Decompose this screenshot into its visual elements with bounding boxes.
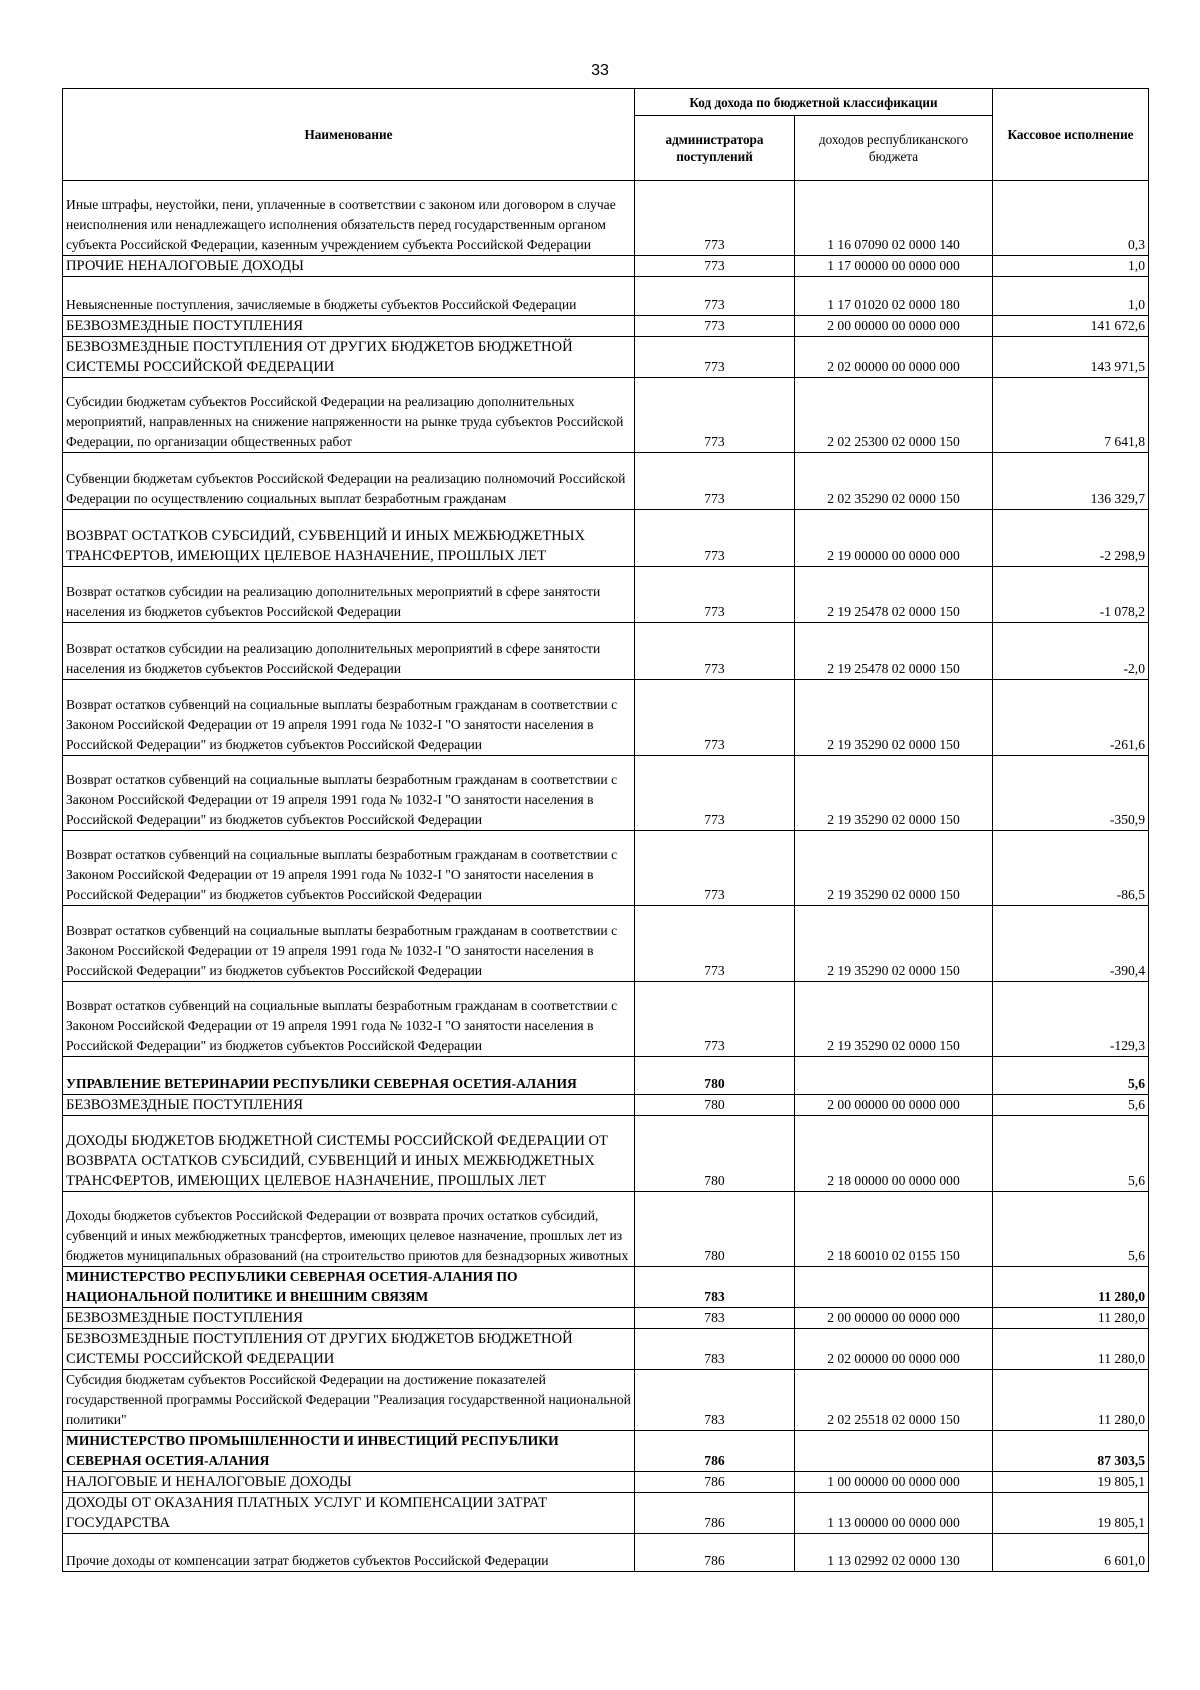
table-row	[63, 830, 1149, 905]
table-row	[63, 509, 1149, 566]
table-row	[63, 1329, 1149, 1370]
row-admin-code: 773	[635, 680, 795, 755]
row-amount: 19 805,1	[993, 1493, 1149, 1534]
row-admin-code: 780	[635, 1095, 795, 1116]
row-name: БЕЗВОЗМЕЗДНЫЕ ПОСТУПЛЕНИЯ	[63, 1308, 635, 1329]
row-income-code: 2 02 00000 00 0000 000	[795, 336, 993, 377]
table-row	[63, 1116, 1149, 1191]
row-income-code: 2 19 25478 02 0000 150	[795, 566, 993, 623]
row-admin-code: 773	[635, 256, 795, 277]
row-name: Субвенции бюджетам субъектов Российской Федерации на реализацию полномочий Российской Федерации по осуществлению социальных выплат безработным гражданам	[63, 452, 635, 509]
table-row	[63, 1191, 1149, 1266]
table-body	[63, 181, 1149, 1572]
table-row	[63, 452, 1149, 509]
row-income-code: 2 02 00000 00 0000 000	[795, 1329, 993, 1370]
header-income: доходов республиканского бюджета	[795, 116, 993, 181]
table-row	[63, 981, 1149, 1056]
row-admin-code: 783	[635, 1308, 795, 1329]
row-name: Возврат остатков субсидии на реализацию дополнительных мероприятий в сфере занятости населения из бюджетов субъектов Российской Федерации	[63, 566, 635, 623]
row-amount: 5,6	[993, 1095, 1149, 1116]
budget-income-table	[62, 88, 1149, 1572]
row-admin-code: 773	[635, 830, 795, 905]
table-row	[63, 1308, 1149, 1329]
header-admin: администратора поступлений	[635, 116, 795, 181]
row-amount: -261,6	[993, 680, 1149, 755]
row-name: Невыясненные поступления, зачисляемые в бюджеты субъектов Российской Федерации	[63, 277, 635, 315]
row-amount: -2,0	[993, 623, 1149, 680]
row-amount: 11 280,0	[993, 1267, 1149, 1308]
row-income-code: 2 19 35290 02 0000 150	[795, 680, 993, 755]
row-amount: 87 303,5	[993, 1431, 1149, 1472]
table-row	[63, 256, 1149, 277]
row-amount: -1 078,2	[993, 566, 1149, 623]
table-row	[63, 377, 1149, 452]
row-admin-code: 773	[635, 981, 795, 1056]
row-name: Субсидия бюджетам субъектов Российской Федерации на достижение показателей государственной программы Российской Федерации "Реализация государственной национальной политики"	[63, 1370, 635, 1431]
table-row	[63, 1472, 1149, 1493]
header-execution: Кассовое исполнение	[993, 89, 1149, 181]
row-name: Прочие доходы от компенсации затрат бюджетов субъектов Российской Федерации	[63, 1534, 635, 1572]
row-name: УПРАВЛЕНИЕ ВЕТЕРИНАРИИ РЕСПУБЛИКИ СЕВЕРНАЯ ОСЕТИЯ-АЛАНИЯ	[63, 1057, 635, 1095]
row-name: БЕЗВОЗМЕЗДНЫЕ ПОСТУПЛЕНИЯ ОТ ДРУГИХ БЮДЖЕТОВ БЮДЖЕТНОЙ СИСТЕМЫ РОССИЙСКОЙ ФЕДЕРАЦИИ	[63, 1329, 635, 1370]
row-amount: 1,0	[993, 277, 1149, 315]
row-name: ДОХОДЫ ОТ ОКАЗАНИЯ ПЛАТНЫХ УСЛУГ И КОМПЕНСАЦИИ ЗАТРАТ ГОСУДАРСТВА	[63, 1493, 635, 1534]
page-number: 33	[591, 62, 609, 79]
table-row	[63, 1370, 1149, 1431]
table-row	[63, 566, 1149, 623]
row-income-code: 1 13 00000 00 0000 000	[795, 1493, 993, 1534]
row-name: Возврат остатков субсидии на реализацию дополнительных мероприятий в сфере занятости населения из бюджетов субъектов Российской Федерации	[63, 623, 635, 680]
row-admin-code: 786	[635, 1431, 795, 1472]
row-amount: -390,4	[993, 906, 1149, 981]
row-income-code: 2 02 25518 02 0000 150	[795, 1370, 993, 1431]
row-amount: 1,0	[993, 256, 1149, 277]
row-admin-code: 780	[635, 1057, 795, 1095]
row-amount: 136 329,7	[993, 452, 1149, 509]
row-name: Возврат остатков субвенций на социальные выплаты безработным гражданам в соответствии с Законом Российской Федерации от 19 апреля 1991 года № 1032-I "О занятости населения в Российской Федерации" из бюджетов субъектов Российской Федерации	[63, 680, 635, 755]
row-admin-code: 783	[635, 1267, 795, 1308]
row-income-code	[795, 1057, 993, 1095]
row-name: ВОЗВРАТ ОСТАТКОВ СУБСИДИЙ, СУБВЕНЦИЙ И ИНЫХ МЕЖБЮДЖЕТНЫХ ТРАНСФЕРТОВ, ИМЕЮЩИХ ЦЕЛЕВОЕ НАЗНАЧЕНИЕ, ПРОШЛЫХ ЛЕТ	[63, 509, 635, 566]
row-amount: -86,5	[993, 830, 1149, 905]
row-income-code: 1 16 07090 02 0000 140	[795, 181, 993, 256]
row-amount: -2 298,9	[993, 509, 1149, 566]
row-income-code: 2 19 35290 02 0000 150	[795, 906, 993, 981]
table-row	[63, 315, 1149, 336]
table-row	[63, 181, 1149, 256]
row-name: МИНИСТЕРСТВО РЕСПУБЛИКИ СЕВЕРНАЯ ОСЕТИЯ-АЛАНИЯ ПО НАЦИОНАЛЬНОЙ ПОЛИТИКЕ И ВНЕШНИМ СВЯЗЯМ	[63, 1267, 635, 1308]
row-admin-code: 773	[635, 755, 795, 830]
table-row	[63, 906, 1149, 981]
row-income-code: 1 13 02992 02 0000 130	[795, 1534, 993, 1572]
row-amount: 143 971,5	[993, 336, 1149, 377]
table-row	[63, 277, 1149, 315]
row-admin-code: 773	[635, 336, 795, 377]
row-amount: 7 641,8	[993, 377, 1149, 452]
row-admin-code: 786	[635, 1493, 795, 1534]
row-income-code	[795, 1267, 993, 1308]
row-admin-code: 773	[635, 509, 795, 566]
row-amount: 11 280,0	[993, 1308, 1149, 1329]
row-amount: 11 280,0	[993, 1370, 1149, 1431]
table-row	[63, 755, 1149, 830]
table-row	[63, 1095, 1149, 1116]
row-admin-code: 786	[635, 1472, 795, 1493]
row-admin-code: 780	[635, 1116, 795, 1191]
row-income-code: 2 19 35290 02 0000 150	[795, 981, 993, 1056]
row-admin-code: 773	[635, 452, 795, 509]
row-name: МИНИСТЕРСТВО ПРОМЫШЛЕННОСТИ И ИНВЕСТИЦИЙ РЕСПУБЛИКИ СЕВЕРНАЯ ОСЕТИЯ-АЛАНИЯ	[63, 1431, 635, 1472]
table-row	[63, 1534, 1149, 1572]
row-amount: 19 805,1	[993, 1472, 1149, 1493]
row-amount: 5,6	[993, 1116, 1149, 1191]
row-admin-code: 773	[635, 181, 795, 256]
row-amount: 141 672,6	[993, 315, 1149, 336]
row-admin-code: 783	[635, 1370, 795, 1431]
table-row	[63, 1267, 1149, 1308]
header-name: Наименование	[63, 89, 635, 181]
row-name: ДОХОДЫ БЮДЖЕТОВ БЮДЖЕТНОЙ СИСТЕМЫ РОССИЙСКОЙ ФЕДЕРАЦИИ ОТ ВОЗВРАТА ОСТАТКОВ СУБСИДИЙ, СУБВЕНЦИЙ И ИНЫХ МЕЖБЮДЖЕТНЫХ ТРАНСФЕРТОВ, ИМЕЮЩИХ ЦЕЛЕВОЕ НАЗНАЧЕНИЕ, ПРОШЛЫХ ЛЕТ	[63, 1116, 635, 1191]
table-row	[63, 623, 1149, 680]
row-income-code: 2 19 35290 02 0000 150	[795, 755, 993, 830]
row-income-code: 2 02 25300 02 0000 150	[795, 377, 993, 452]
row-name: БЕЗВОЗМЕЗДНЫЕ ПОСТУПЛЕНИЯ	[63, 1095, 635, 1116]
row-amount: 11 280,0	[993, 1329, 1149, 1370]
row-name: Возврат остатков субвенций на социальные выплаты безработным гражданам в соответствии с Законом Российской Федерации от 19 апреля 1991 года № 1032-I "О занятости населения в Российской Федерации" из бюджетов субъектов Российской Федерации	[63, 830, 635, 905]
row-name: Возврат остатков субвенций на социальные выплаты безработным гражданам в соответствии с Законом Российской Федерации от 19 апреля 1991 года № 1032-I "О занятости населения в Российской Федерации" из бюджетов субъектов Российской Федерации	[63, 906, 635, 981]
row-admin-code: 773	[635, 377, 795, 452]
row-income-code: 1 00 00000 00 0000 000	[795, 1472, 993, 1493]
row-income-code	[795, 1431, 993, 1472]
row-income-code: 2 00 00000 00 0000 000	[795, 1308, 993, 1329]
row-income-code: 2 19 25478 02 0000 150	[795, 623, 993, 680]
table-row	[63, 336, 1149, 377]
row-name: Доходы бюджетов субъектов Российской Федерации от возврата прочих остатков субсидий, субвенций и иных межбюджетных трансфертов, имеющих целевое назначение, прошлых лет из бюджетов муниципальных образований (на строительство приютов для безнадзорных животных	[63, 1191, 635, 1266]
header-code-group: Код дохода по бюджетной классификации	[635, 89, 993, 116]
row-amount: -350,9	[993, 755, 1149, 830]
row-name: Возврат остатков субвенций на социальные выплаты безработным гражданам в соответствии с Законом Российской Федерации от 19 апреля 1991 года № 1032-I "О занятости населения в Российской Федерации" из бюджетов субъектов Российской Федерации	[63, 981, 635, 1056]
row-name: ПРОЧИЕ НЕНАЛОГОВЫЕ ДОХОДЫ	[63, 256, 635, 277]
row-admin-code: 783	[635, 1329, 795, 1370]
row-amount: 5,6	[993, 1057, 1149, 1095]
row-admin-code: 773	[635, 566, 795, 623]
table-row	[63, 1057, 1149, 1095]
row-name: Возврат остатков субвенций на социальные выплаты безработным гражданам в соответствии с Законом Российской Федерации от 19 апреля 1991 года № 1032-I "О занятости населения в Российской Федерации" из бюджетов субъектов Российской Федерации	[63, 755, 635, 830]
row-name: НАЛОГОВЫЕ И НЕНАЛОГОВЫЕ ДОХОДЫ	[63, 1472, 635, 1493]
row-name: Субсидии бюджетам субъектов Российской Федерации на реализацию дополнительных мероприятий, направленных на снижение напряженности на рынке труда субъектов Российской Федерации, по организации общественных работ	[63, 377, 635, 452]
row-admin-code: 773	[635, 623, 795, 680]
row-income-code: 2 18 00000 00 0000 000	[795, 1116, 993, 1191]
row-name: Иные штрафы, неустойки, пени, уплаченные в соответствии с законом или договором в случае неисполнения или ненадлежащего исполнения обязательств перед государственным органом субъекта Российской Федерации, казенным учреждением субъекта Российской Федерации	[63, 181, 635, 256]
row-admin-code: 773	[635, 906, 795, 981]
row-amount: 6 601,0	[993, 1534, 1149, 1572]
row-name: БЕЗВОЗМЕЗДНЫЕ ПОСТУПЛЕНИЯ	[63, 315, 635, 336]
row-amount: 0,3	[993, 181, 1149, 256]
table-row	[63, 1431, 1149, 1472]
row-income-code: 2 00 00000 00 0000 000	[795, 315, 993, 336]
row-income-code: 2 00 00000 00 0000 000	[795, 1095, 993, 1116]
row-admin-code: 773	[635, 277, 795, 315]
table-row	[63, 680, 1149, 755]
row-income-code: 1 17 01020 02 0000 180	[795, 277, 993, 315]
row-admin-code: 780	[635, 1191, 795, 1266]
row-admin-code: 786	[635, 1534, 795, 1572]
row-income-code: 2 02 35290 02 0000 150	[795, 452, 993, 509]
row-admin-code: 773	[635, 315, 795, 336]
row-name: БЕЗВОЗМЕЗДНЫЕ ПОСТУПЛЕНИЯ ОТ ДРУГИХ БЮДЖЕТОВ БЮДЖЕТНОЙ СИСТЕМЫ РОССИЙСКОЙ ФЕДЕРАЦИИ	[63, 336, 635, 377]
table-row	[63, 1493, 1149, 1534]
row-income-code: 2 18 60010 02 0155 150	[795, 1191, 993, 1266]
row-income-code: 1 17 00000 00 0000 000	[795, 256, 993, 277]
row-income-code: 2 19 00000 00 0000 000	[795, 509, 993, 566]
row-amount: 5,6	[993, 1191, 1149, 1266]
row-amount: -129,3	[993, 981, 1149, 1056]
row-income-code: 2 19 35290 02 0000 150	[795, 830, 993, 905]
